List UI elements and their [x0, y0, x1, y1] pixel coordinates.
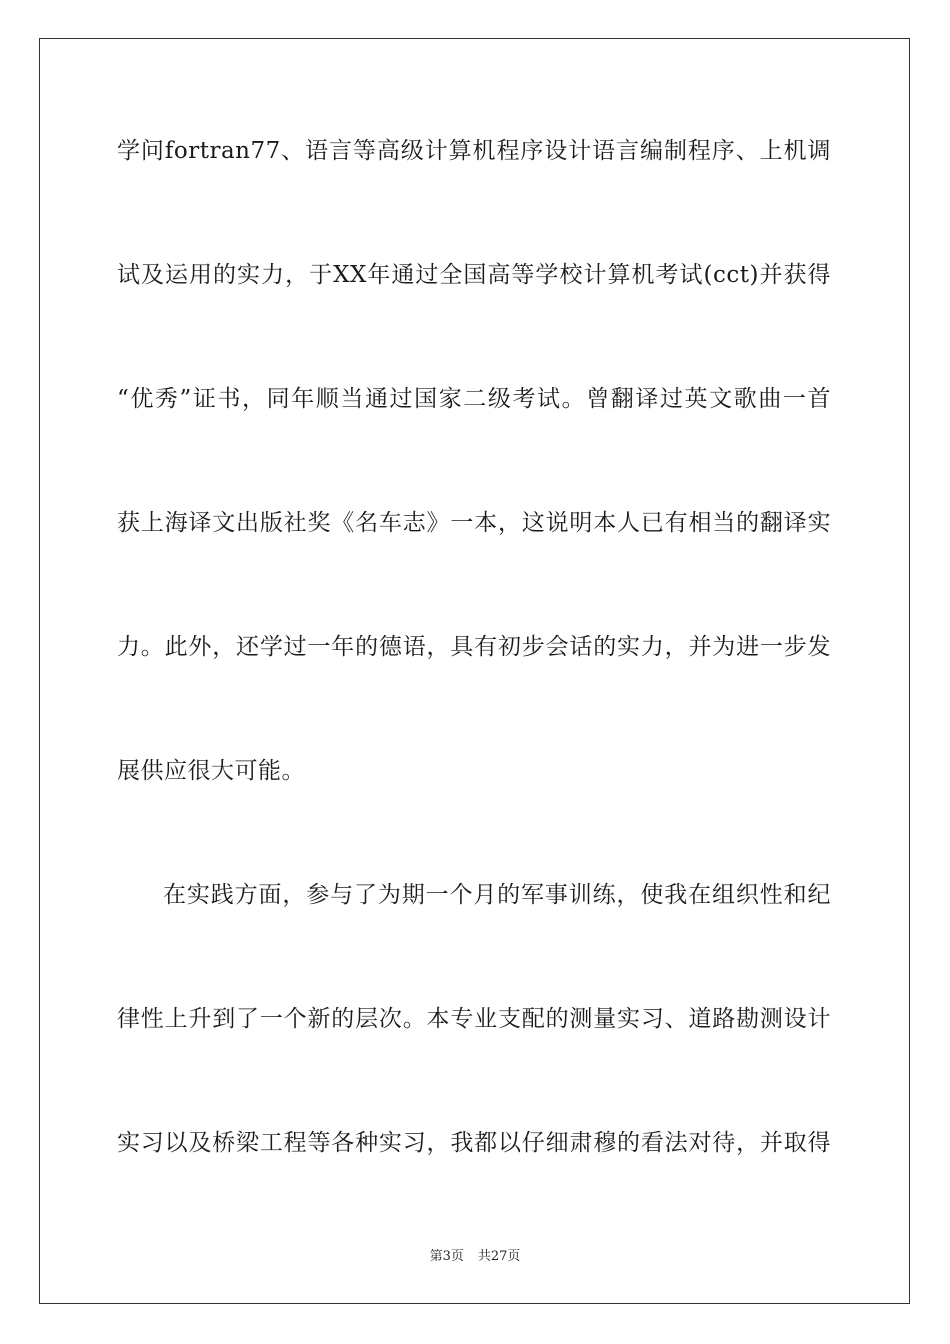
page-total: 共27页: [477, 1249, 521, 1264]
page-number: 第3页: [429, 1249, 464, 1264]
body-text-line-7: 在实践方面，参与了为期一个月的军事训练，使我在组织性和纪: [163, 882, 831, 908]
page-footer: [0, 1248, 950, 1266]
body-text-line-9: 实习以及桥梁工程等各种实习，我都以仔细肃穆的看法对待，并取得: [117, 1130, 831, 1156]
body-text-line-8: 律性上升到了一个新的层次。本专业支配的测量实习、道路勘测设计: [117, 1006, 831, 1032]
body-text-line-6: 展供应很大可能。: [117, 758, 305, 784]
body-text-line-5: 力。此外，还学过一年的德语，具有初步会话的实力，并为进一步发: [117, 634, 831, 660]
page-frame: [39, 38, 910, 1304]
body-text-line-3: “优秀”证书，同年顺当通过国家二级考试。曾翻译过英文歌曲一首: [117, 386, 831, 412]
body-text-line-1: 学问fortran77、语言等高级计算机程序设计语言编制程序、上机调: [117, 138, 831, 164]
body-text-line-2: 试及运用的实力，于XX年通过全国高等学校计算机考试(cct)并获得: [117, 262, 831, 288]
body-text-line-4: 获上海译文出版社奖《名车志》一本，这说明本人已有相当的翻译实: [117, 510, 831, 536]
